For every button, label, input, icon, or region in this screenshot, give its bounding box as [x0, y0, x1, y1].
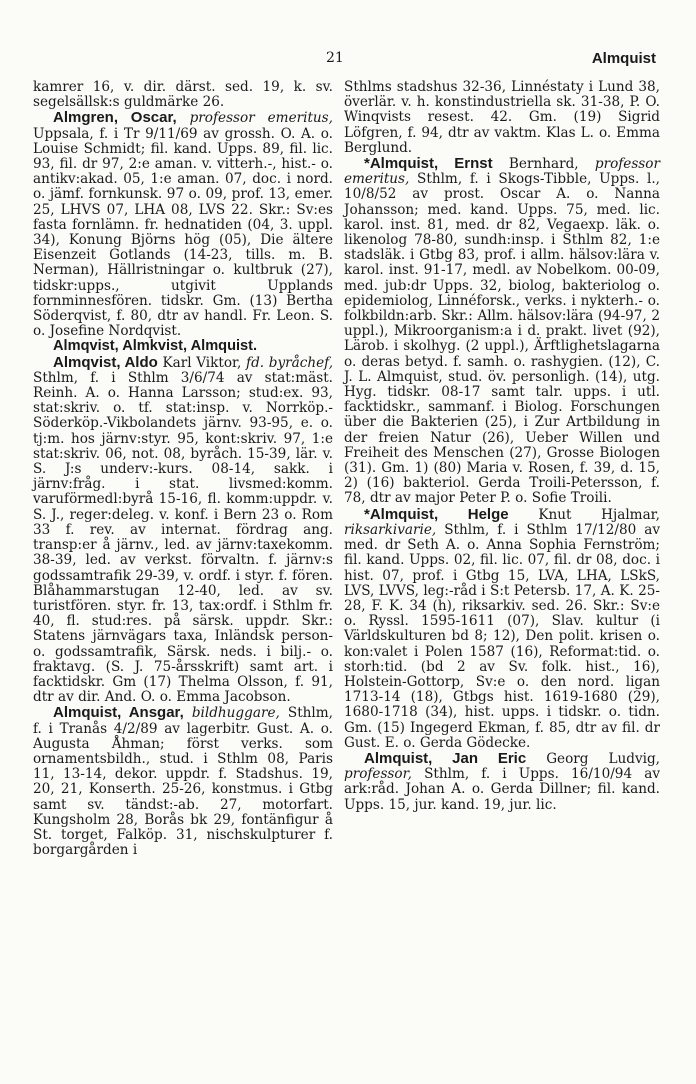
entry-text: Sthlm, f. i Sthlm 3/6/74 av stat:mäst. Reinh. A. o. Hanna Larsson; stud:ex. 93, stat:skriv. o. tf. stat:insp. v. Norrköp.-Söderköp.-Vikbolandets järnv. 93-95, e. o. tj:m. hos järnv:styr. 95, kont:skriv. 97, 1:e stat:skriv. 06, not. 08, byråch. 15-39, lär. v. S. J:s underv:-kurs. 08-14, sakk. i järnv:fråg. i stat. livsmed:komm. varuförmedl:byrå 15-16, fl. komm:uppdr. v. S. J., reger:deleg. v. konf. i Bern 23 o. Rom 33 f. rev. av internat. fördrag ang. transp:er å järnv., led. av järnv:taxekomm. 38-39, led. av verkst. förvaltn. f. järnv:s godssamtrafik 29-39, v. ordf. i styr. f. fören. Blåhammarstugan 12-40, led. av sv. turistfören. styr. fr. 13, tax:ordf. i Sthlm fr. 40, fl. stud:res. på särsk. uppdr. Skr.: Statens järnvägars taxa, Inländsk person- o. godssamtrafik, Särsk. neds. i bilj.- o. fraktavg. (S. J. 75-årsskrift) samt art. i facktidskr. Gm (17) Thelma Olsson, f. 91, dtr av dir. And. O. o. Emma Jacobson. — [33, 369, 333, 706]
entry-text: Sthlm, f. i Upps. 16/10/94 av ark:råd. Johan A. o. Gerda Dillner; fil. kand. Upps. 15, jur. kand. 19, jur. lic. — [344, 766, 661, 813]
right-column — [344, 80, 660, 813]
entry-occupation: professor emeritus, — [344, 156, 660, 188]
entry-text: Uppsala, f. i Tr 9/11/69 av grossh. O. A. o. Louise Schmidt; fil. kand. Upps. 89, fil. lic. 93, fil. dr 97, 2:e aman. v. vitterh.-, hist.- o. antikv:akad. 05, 1:e aman. 07, doc. i nord. o. jämf. fornkunsk. 97 o. 09, prof. 13, emer. 25, LHVS 07, LHA 08, LVS 22. Skr.: Sv:es fasta fornlämn. fr. hednatiden (04, 3. uppl. 34), Konung Björns hög (05), Die ältere Eisenzeit Gotlands (14-23, tills. m. B. Nerman), Hällristningar o. kultbruk (27), tidskr:upps., utgivit Upplands fornminnesfören. tidskr. Gm. (13) Bertha Söderqvist, f. 80, dtr av handl. Fr. Leon. S. o. Josefine Nordqvist. — [33, 125, 333, 340]
entry-occupation: fd. byråchef, — [246, 354, 334, 371]
entry-given-names: Karl Viktor, — [162, 354, 242, 371]
entry-almquist-jan-eric — [344, 751, 660, 813]
left-column — [33, 80, 333, 858]
entry-text: Sthlm, f. i Sthlm 17/12/80 av med. dr Seth A. o. Anna Sophia Fernström; fil. kand. Upps. 02, fil. lic. 07, fil. dr 08, doc. i hist. 07, prof. i Gtbg 15, LVA, LHA, LSkS, LVS, LVVS, leg:-råd i S:t Petersb. 17, A. K. 25-28, F. K. 34 (h), riksarkiv. sed. 26. Skr.: Sv:e o. Ryssl. 1595-1611 (07), Slav. kultur (i Världskulturen bd 8; 12), Den polit. krisen o. kon:valet i Polen 1587 (16), Reformat:tid. o. storh:tid. (bd 2 av Sv. folk. hist., 16), Holstein-Gottorp, Sv:e o. den nord. ligan 1713-14 (18), Gtbgs hist. 1619-1680 (29), 1680-1718 (34), hist. upps. i tidskr. o. tidn. Gm. (15) Ingegerd Ekman, f. 85, dtr av fil. dr Gust. E. o. Gerda Gödecke. — [344, 521, 661, 751]
entry-almqvist-aldo — [33, 355, 333, 706]
continuation-text: Sthlms stadshus 32-36, Linnéstaty i Lund 38, överlär. v. h. konstindustriella sk. 31-38, P. O. Winqvists resest. 42. Gm. (19) Sigrid Löfgren, f. 94, dtr av vaktm. Klas L. o. Emma Berglund. — [344, 79, 660, 156]
entry-headword: Almqvist, Aldo — [53, 353, 158, 371]
entry-headword: Almquist, Ansgar, — [53, 704, 184, 722]
entry-occupation: bildhuggare, — [191, 705, 280, 722]
entry-given-names: Knut Hjalmar, — [538, 506, 660, 523]
entry-occupation: riksarkivarie, — [344, 521, 437, 538]
entry-headword: Almgren, Oscar, — [53, 109, 177, 127]
entry-given-names: Bernhard, — [508, 156, 579, 173]
entry-text: Sthlm, f. i Skogs-Tibble, Upps. l., 10/8/52 av prost. Oscar A. o. Nanna Johansson; med. kand. Upps. 75, med. lic. karol. inst. 81, med. dr 82, Vegaexp. läk. o. likenolog 78-80, sundh:insp. i Sthlm 82, 1:e stadsläk. i Gtbg 83, prof. i allm. hälsov:lära v. karol. inst. 91-17, medl. av Nobelkom. 00-09, med. jub:dr Upps. 32, biolog, bakteriolog o. epidemiolog, Linnéforsk., verks. i nykterh.- o. folkbildn:arb. Skr.: Allm. hälsov:lära (94-97, 2 uppl.), Mikroorganism:a i d. prakt. livet (92), Lärob. i skolhyg. (2 uppl.), Ärftlighetslagarna o. deras betyd. f. samh. o. rashygien. (12), C. J. L. Almquist, stud. öv. personligh. (14), utg. Hyg. tidskr. 08-17 samt talr. upps. i utl. facktidskr., sammanf. i Biolog. Forschungen über die Bakterien (25), i Zur Artbildung in der freien Natur (26), Ueber Willen und Freiheit des Menschen (27), Grosse Biologen (31). Gm. 1) (80) Maria v. Rosen, f. 39, d. 15, 2) (16) bakteriol. Gerda Troili-Petersson, f. 78, dtr av major Peter P. o. Sofie Troili. — [344, 171, 661, 507]
entry-almquist-helge — [344, 507, 660, 751]
entry-occupation: professor, — [344, 766, 412, 783]
entry-text: Sthlm, f. i Tranås 4/2/89 av lagerbitr. Gust. A. o. Augusta Åhman; först verks. som ornamentsbildh., stud. i Sthlm 08, Paris 11, 13-14, dekor. uppdr. f. Stadshus. 19, 20, 21, Konserth. 25-26, konstmus. i Gtbg samt sv. tändst:-ab. 27, motorfart. Kungsholm 28, Borås bk 29, fontänfigur å St. torget, Falköp. 31, nischskulpturer f. borgargården i — [33, 705, 333, 859]
entry-headword: *Almquist, Ernst — [364, 155, 493, 173]
page-header — [0, 50, 696, 72]
page-number: 21 — [326, 50, 344, 66]
entry-almgren-oscar — [33, 110, 333, 339]
entry-headword: *Almquist, Helge — [364, 505, 509, 523]
entry-almquist-ansgar — [33, 705, 333, 858]
entry-occupation: professor emeritus, — [189, 110, 333, 127]
running-head: Almquist — [591, 50, 656, 67]
entry-given-names: Georg Ludvig, — [546, 750, 660, 767]
cross-reference: Almqvist, Almkvist, Almquist. — [53, 338, 258, 355]
entry-headword: Almquist, Jan Eric — [364, 749, 527, 767]
entry-almquist-ernst — [344, 156, 660, 507]
continuation-text: kamrer 16, v. dir. därst. sed. 19, k. sv. segelsällsk:s guldmärke 26. — [33, 79, 333, 111]
